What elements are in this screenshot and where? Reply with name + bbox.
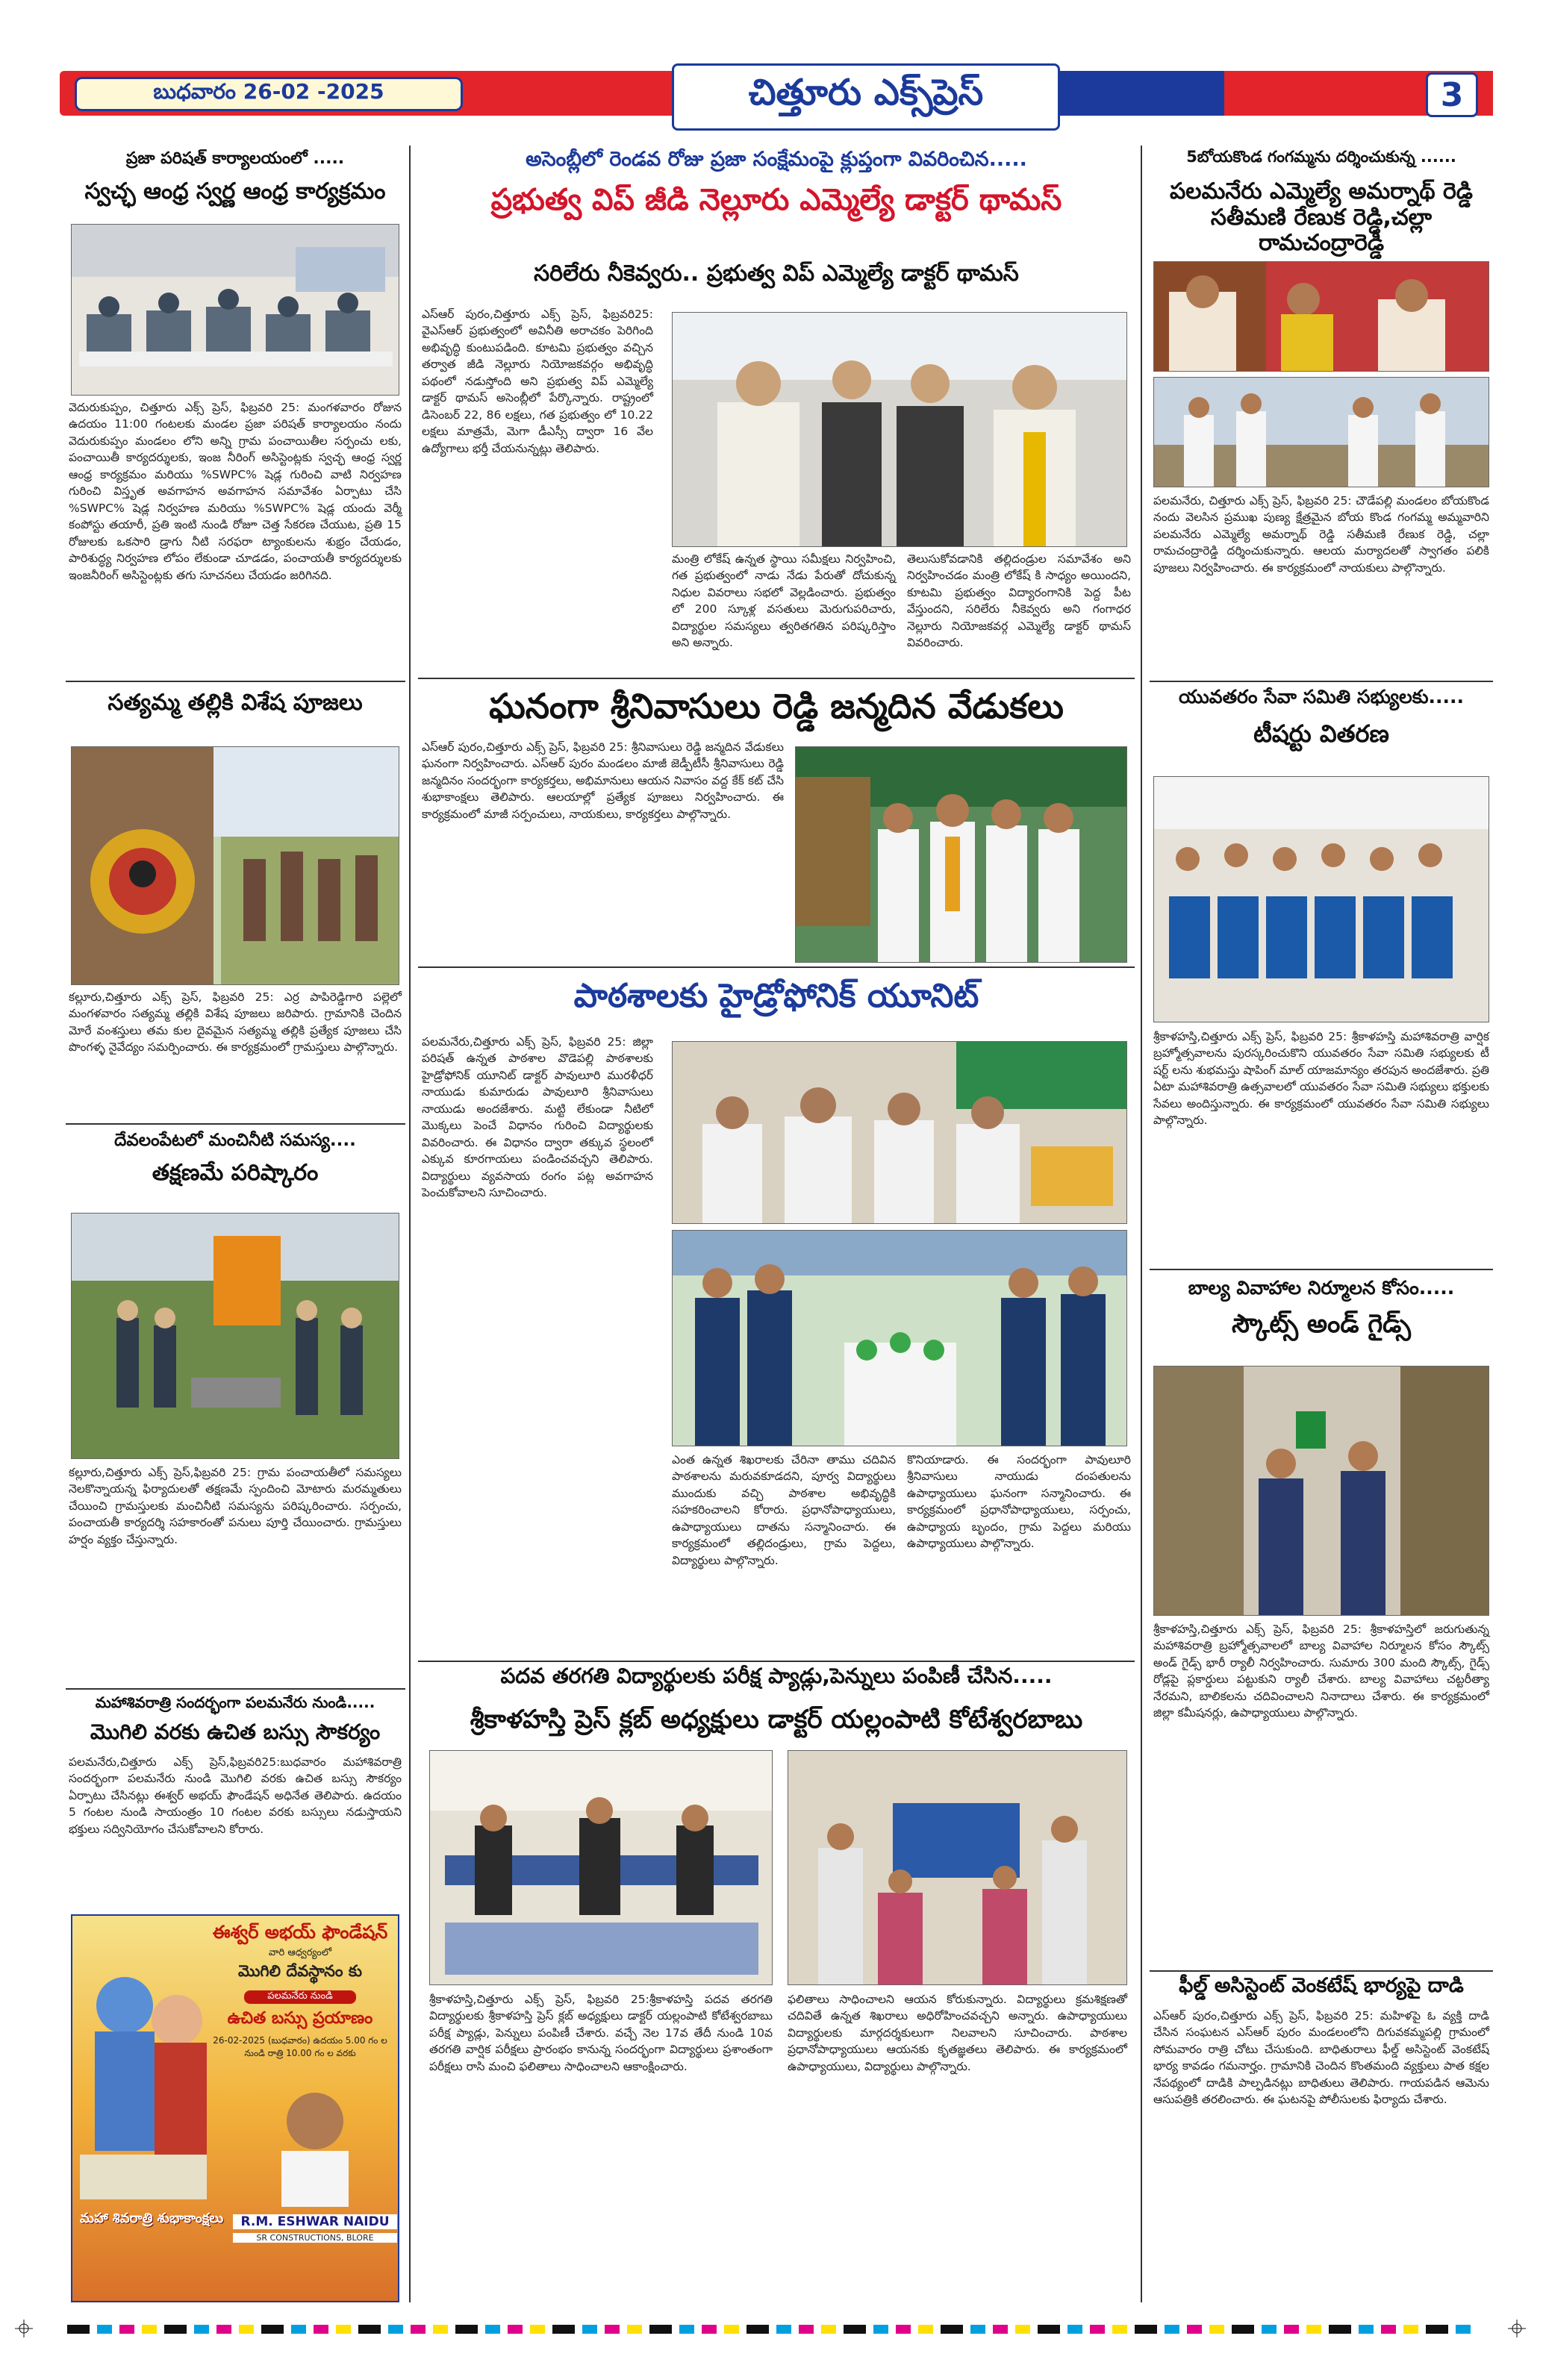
center-b1-body-mid: మంత్రి లోకేష్ ఉన్నత స్థాయి సమీక్షలు నిర్వహించి, గత ప్రభుత్వంలో నాడు నేడు పేరుతో దోచుకున్న నిధుల వివరాలు సభలో వెల్లడించారు. ప్రభుత్వం లో 200 స్కూళ్ల వసతులు మెరుగుపరిచారు, విద్యార్థుల సమస్యలు త్వరితగతిన పరిష్కరిస్తాం అని అన్నారు. (672, 552, 896, 650)
temple-pooja-image (72, 747, 399, 985)
meeting-photo-image (72, 225, 399, 396)
ad-sponsor-name: R.M. ESHWAR NAIDU (233, 2214, 397, 2229)
water-problem-photo (71, 1213, 399, 1459)
center-b3-body-right: కొనియాడారు. ఈ సందర్భంగా పావులూరి శ్రీనివాసులు నాయుడు దంపతులను ఉపాధ్యాయులు ఘనంగా సన్మానించారు. ఈ కార్యక్రమంలో ప్రధానోపాధ్యాయులు, సర్పంచు, ఉపాధ్యాయ బృందం, గ్రామ పెద్దలు మరియు ఉపాధ్యాయులు పాల్గొన్నారు. (907, 1453, 1131, 1551)
temple-pooja-photo (71, 746, 399, 985)
left-a3-kicker: దేవలంపేటలో మంచినీటి సమస్య.... (114, 1131, 356, 1150)
right-c4-title: ఫీల్డ్ అసిస్టెంట్ వెంకటేష్ భార్యపై దాడి (1179, 1974, 1464, 1997)
mla-meeting-photo (672, 312, 1127, 547)
hydroponic-unit-photo (672, 1230, 1127, 1446)
ad-from: పలమనేరు నుండి (244, 1990, 356, 2004)
scouts-rally-image (1154, 1367, 1489, 1616)
left-a1-title: స్వచ్ఛ ఆంధ్ర స్వర్ణ ఆంధ్ర కార్యక్రమం (84, 178, 386, 204)
left-a1-body: వెదురుకుప్పం, చిత్తూరు ఎక్స్ ప్రెస్, ఫిబ్రవరి 25: మంగళవారం రోజున ఉదయం 11:00 గంటలకు మండల ప్రజా పరిషత్ కార్యాలయం నందు వెదురుకుప్పం మండలం లోని అన్ని గ్రామ పంచాయితీల సర్పంచు లకు, పంచాయితీ కార్యదర్శులకు, ఇంజ నీరింగ్ అసిస్టెంట్లకు స్వచ్ఛ ఆంధ్ర స్వర్ణ ఆంధ్ర కార్యక్రమం మరియు %SWPC% షెడ్ల గురించి వాటి నిర్వహణ గురించి విస్తృత అవగాహన అవగాహన సమావేశం ఏర్పాటు చేసి %SWPC% షెడ్ల నిర్వహణ మరియు %SWPC% షెడ్ల యందు వెర్మీ కంపోస్టు తయారీ, ప్రతి ఇంటి నుండి రోజూ చెత్త సేకరణ చేయుట, ప్రతి 15 రోజులకు ఒకసారి డ్రాగు నీటి సరఫరా ట్యాంకులను శుభ్రం చేయడం, పారిశుద్ధ్య నిర్వహణ లోపం లేకుండా చూడడం, పంచాయతీ కార్యదర్శులకు ఇంజనీరింగ్ అసిస్టెంట్లకు తగు సూచనలు చేయడం జరిగినది. (69, 401, 402, 582)
sponsor-portrait (266, 2080, 364, 2207)
ad-foundation-name: ఈశ్వర్ అభయ్ ఫౌండేషన్ (212, 1922, 388, 1943)
center-b4-body-left: శ్రీకాళహస్తి,చిత్తూరు ఎక్స్ ప్రెస్, ఫిబ్రవరి 25:శ్రీకాళహస్తి పదవ తరగతి విద్యార్థులకు శ్రీకాళహస్తి ప్రెస్ క్లబ్ అధ్యక్షులు డాక్టర్ యల్లంపాటి కోటేశ్వరబాబు పరీక్ష ప్యాడ్లు, పెన్నులు పంపిణీ చేశారు. వచ్చే నెల 17వ తేదీ నుండి 10వ తరగతి వార్షిక పరీక్షలు ప్రారంభం కానున్న సందర్భంగా విద్యార్థులు ప్రశాంతంగా పరీక్షలు రాసి మంచి ఫలితాలు సాధించాలని ఆకాంక్షించారు. (429, 1993, 773, 2073)
center-b3-body-left: పలమనేరు,చిత్తూరు ఎక్స్ ప్రెస్, ఫిబ్రవరి 25: జిల్లా పరిషత్ ఉన్నత పాఠశాల వొడెపల్లి పాఠశాలకు హైడ్రోఫోనిక్ యూనిట్ డాక్టర్ పావులూరి మురళీధర్ నాయుడు కుమారుడు పావులూరి శ్రీనివాసులు నాయుడు అందజేశారు. మట్టి లేకుండా నీటిలో మొక్కలు పెంచే విధానం గురించి విద్యార్థులకు వివరించారు. ఈ విధానం ద్వారా తక్కువ స్థలంలో ఎక్కువ కూరగాయలు పండించవచ్చని తెలిపారు. విద్యార్థులు వ్యవసాయ రంగం పట్ల అవగాహన పెంచుకోవాలని సూచించారు. (422, 1035, 653, 1200)
right-c4-body: ఎస్ఆర్ పురం,చిత్తూరు ఎక్స్ ప్రెస్, ఫిబ్రవరి 25: మహిళపై ఓ వ్యక్తి దాడి చేసిన సంఘటన ఎస్ఆర్ పురం మండలంలోని దిగువకమ్మపల్లి గ్రామంలో సోమవారం రాత్రి చోటు చేసుకుంది. బాధితురాలు ఫీల్డ్ అసిస్టెంట్ వెంకటేష్ భార్య కావడం గమనార్హం. గ్రామానికి చెందిన కొంతమంది వ్యక్తులు పాత కక్షల నేపథ్యంలో దాడికి పాల్పడినట్లు బాధితులు తెలిపారు. గాయపడిన ఆమెను ఆసుపత్రికి తరలించారు. ఈ ఘటనపై పోలీసులకు ఫిర్యాదు చేశారు. (1153, 2009, 1489, 2107)
center-b1-kicker: అసెంబ్లీలో రెండవ రోజు ప్రజా సంక్షేమంపై క్లుప్తంగా వివరించిన..... (526, 148, 1027, 171)
right-divider-1 (1150, 681, 1493, 682)
water-problem-image (72, 1214, 399, 1459)
right-c1-body: పలమనేరు, చిత్తూరు ఎక్స్ ప్రెస్, ఫిబ్రవరి 25: చౌడేపల్లి మండలం బోయకొండ నందు వెలసిన ప్రముఖ పుణ్య క్షేత్రమైన బోయ కొండ గంగమ్మ అమ్మవారిని పలమనేరు ఎమ్మెల్యే అమర్నాథ్ రెడ్డి సతీమణి రేణుక రెడ్డి, చల్లా రామచంద్రారెడ్డి దర్శించుకున్నారు. ఆలయ మర్యాదలతో స్వాగతం పలికి పూజలు నిర్వహించారు. ఈ కార్యక్రమంలో నాయకులు పాల్గొన్నారు. (1153, 494, 1489, 575)
right-c2-kicker: యువతరం సేవా సమితి సభ్యులకు..... (1179, 686, 1464, 708)
hydroponic-felicitation-image (673, 1042, 1127, 1224)
masthead (60, 63, 1493, 146)
right-c2-title: టీషర్టు వితరణ (1253, 719, 1389, 748)
hydroponic-felicitation-photo (672, 1041, 1127, 1224)
issue-date: బుధవారం 26-02 -2025 (75, 77, 463, 111)
right-c3-title: స్కౌట్స్ అండ్ గైడ్స్ (1232, 1309, 1411, 1339)
center-b3-body-mid: ఎంత ఉన్నత శిఖరాలకు చేరినా తాము చదివిన పాఠశాలను మరువకూడదని, పూర్వ విద్యార్థులు ముందుకు వచ్చి పాఠశాల అభివృద్ధికి సహకరించాలని కోరారు. ప్రధానోపాధ్యాయులు, ఉపాధ్యాయులు దాతను సన్మానించారు. ఈ కార్యక్రమంలో తల్లిదండ్రులు, గ్రామ పెద్దలు, విద్యార్థులు పాల్గొన్నారు. (672, 1453, 896, 1567)
left-divider-1 (66, 681, 405, 682)
center-b1-body-left: ఎస్ఆర్ పురం,చిత్తూరు ఎక్స్ ప్రెస్, ఫిబ్రవరి25: వైఎస్ఆర్ ప్రభుత్వంలో అవినీతి అరాచకం పెరిగింది అభివృద్ధి కుంటుపడింది. కూటమి ప్రభుత్వం వచ్చిన తర్వాత జీడి నెల్లూరు నియోజకవర్గం అభివృద్ధి పథంలో నడుస్తోంది అని ప్రభుత్వ విప్ ఎమ్మెల్యే డాక్టర్ థామస్ అసెంబ్లీలో పేర్కొన్నారు. రాష్ట్రంలో డిసెంబర్ 22, 86 లక్షలు, గత ప్రభుత్వం లో 10.22 లక్షలు మాత్రమే, మెగా డీఎస్సీ ద్వారా 16 వేల ఉద్యోగాలు భర్తీ చేయనున్నట్లు తెలిపారు. (422, 307, 653, 455)
ad-by-line: వారి ఆధ్వర్యంలో (268, 1947, 332, 1958)
left-a4-kicker: మహాశివరాత్రి సందర్భంగా పలమనేరు నుండి..... (95, 1693, 375, 1711)
ad-timing: 26-02-2025 (బుధవారం) ఉదయం 5.00 గం ల నుండి రాత్రి 10.00 గం ల వరకు (213, 2035, 387, 2058)
center-b1-body-right: తెలుసుకోవడానికి తల్లిదండ్రుల సమావేశం అని నిర్వహించడం మంత్రి లోకేష్ కి సాధ్యం అయిందని, కూటమి ప్రభుత్వం విద్యారంగానికి పెద్ద పీట వేస్తుందని, సరిలేరు నీకెవ్వరు అని గంగాధర నెల్లూరు నియోజకవర్గ ఎమ్మెల్యే డాక్టర్ థామస్ వివరించారు. (907, 552, 1131, 650)
column-divider-right (1141, 146, 1142, 2302)
paper-name-logo: చిత్తూరు ఎక్స్‌ప్రెస్ (672, 63, 1060, 131)
classroom-distribution-photo-1 (429, 1750, 773, 1985)
crop-mark-right (1508, 2320, 1526, 2337)
left-a2-title: సత్యమ్మ తల్లికి విశేష పూజలు (107, 690, 363, 716)
temple-visit-photo-2 (1153, 377, 1489, 487)
right-c1-kicker: 5బోయకొండ గంగమ్మను దర్శించుకున్న ...... (1186, 148, 1456, 166)
center-divider-2 (418, 966, 1135, 968)
left-divider-2 (66, 1123, 405, 1125)
ad-sponsor-role: SR CONSTRUCTIONS, BLORE (233, 2233, 397, 2243)
ad-temple: మొగిలి దేవస్థానం కు (237, 1962, 363, 1980)
tshirt-distribution-photo (1153, 776, 1489, 1022)
tshirt-distribution-image (1154, 777, 1489, 1022)
hydroponic-unit-image (673, 1231, 1127, 1446)
classroom-distribution-photo-2 (788, 1750, 1127, 1985)
center-divider-3 (418, 1661, 1135, 1662)
left-a2-body: కల్లూరు,చిత్తూరు ఎక్స్ ప్రెస్, ఫిబ్రవరి 25: ఎర్ర పాపిరెడ్డిగారి పల్లెలో మంగళవారం సత్యమ్మ తల్లికి విశేష పూజలు జరిపారు. గ్రామానికి చెందిన మోరే వంశస్తులు తమ కుల దైవమైన సత్యమ్మ తల్లికి ప్రత్యేక పూజలు చేసి పొంగళ్ళ నైవేద్యం సమర్పించారు. ఈ కార్యక్రమంలో గ్రామస్తులు పాల్గొన్నారు. (69, 990, 402, 1055)
left-a4-body: పలమనేరు,చిత్తూరు ఎక్స్ ప్రెస్,ఫిబ్రవరి25:బుధవారం మహాశివరాత్రి సందర్భంగా పలమనేరు నుండి మొగిలి వరకు ఉచిత బస్సు సౌకర్యం ఏర్పాటు చేసినట్లు ఈశ్వర్ అభయ్ ఫౌండేషన్ అధినేత తెలిపారు. ఉదయం 5 గంటల నుండి సాయంత్రం 10 గంటల వరకు బస్సులు నడుస్తాయని భక్తులు సద్వినియోగం చేసుకోవాలని కోరారు. (69, 1755, 402, 1836)
temple-visit-image-2 (1154, 378, 1489, 487)
color-registration-strip (67, 2325, 1471, 2334)
center-b1-subtitle: సరిలేరు నీకెవ్వరు.. ప్రభుత్వ విప్ ఎమ్మెల్యే డాక్టర్ థామస్ (534, 260, 1019, 287)
right-c2-body: శ్రీకాళహస్తి,చిత్తూరు ఎక్స్ ప్రెస్, ఫిబ్రవరి 25: శ్రీకాళహస్తి మహాశివరాత్రి వార్షిక బ్రహ్మోత్సవాలను పురస్కరించుకొని యువతరం సేవా సమితి సభ్యులకు టీ షర్ట్ లను శుభమస్తు షాపింగ్ మాల్ యాజమాన్యం తరపున అందజేశారు. ప్రతి ఏటా మహాశివరాత్రి ఉత్సవాలలో యువతరం సేవా సమితి సభ్యులు భక్తులకు సేవలు అందిస్తున్నారు. ఈ కార్యక్రమంలో యువతరం సేవా సమితి సభ్యులు పాల్గొన్నారు. (1153, 1030, 1489, 1128)
center-b2-title: ఘనంగా శ్రీనివాసులు రెడ్డి జన్మదిన వేడుకలు (489, 686, 1064, 726)
right-divider-3 (1150, 1970, 1493, 1972)
ad-offer: ఉచిత బస్సు ప్రయాణం (227, 2009, 373, 2028)
birthday-celebration-image (796, 747, 1127, 963)
temple-visit-image-1 (1154, 262, 1489, 372)
page-number: 3 (1426, 72, 1478, 117)
left-a3-body: కల్లూరు,చిత్తూరు ఎక్స్ ప్రెస్,ఫిబ్రవరి 25: గ్రామ పంచాయతీలో సమస్యలు నెలకొన్నాయన్న ఫిర్యాదులతో తక్షణమే స్పందించి మోటారు మరమ్మతులు చేయించి గ్రామస్తులకు మంచినీటి సమస్యను పరిష్కరించారు. సర్పంచు, పంచాయతీ కార్యదర్శి సహకారంతో పనులు పూర్తి చేయించారు. గ్రామస్తులు హర్షం వ్యక్తం చేస్తున్నారు. (69, 1466, 402, 1546)
left-a1-kicker: ప్రజా పరిషత్ కార్యాలయంలో ..... (125, 149, 345, 168)
center-b4-title: శ్రీకాళహస్తి ప్రెస్ క్లబ్ అధ్యక్షులు డాక్టర్ యల్లంపాటి కోటేశ్వరబాబు (470, 1705, 1083, 1734)
temple-visit-photo-1 (1153, 261, 1489, 372)
column-divider-left (409, 146, 411, 2302)
left-a3-title: తక్షణమే పరిష్కారం (152, 1160, 319, 1186)
shiva-parvati-illustration (72, 1961, 214, 2207)
classroom-distribution-image-2 (788, 1751, 1127, 1985)
left-a4-title: మొగిలి వరకు ఉచిత బస్సు సౌకర్యం (90, 1720, 381, 1744)
scouts-rally-photo (1153, 1366, 1489, 1616)
birthday-celebration-photo (795, 746, 1127, 963)
crop-mark-left (15, 2320, 33, 2337)
mla-meeting-image (673, 313, 1127, 547)
center-b2-body: ఎస్ఆర్ పురం,చిత్తూరు ఎక్స్ ప్రెస్, ఫిబ్రవరి 25: శ్రీనివాసులు రెడ్డి జన్మదిన వేడుకలు ఘనంగా నిర్వహించారు. ఎస్ఆర్ పురం మండలం మాజీ జెడ్పీటీసీ శ్రీనివాసులు రెడ్డి జన్మదినం సందర్భంగా కార్యకర్తలు, అభిమానులు ఆయన నివాసం వద్ద కేక్ కట్ చేసి శుభాకాంక్షలు తెలిపారు. ఆలయాల్లో ప్రత్యేక పూజలు నిర్వహించారు. ఈ కార్యక్రమంలో మాజీ సర్పంచులు, నాయకులు, కార్యకర్తలు పాల్గొన్నారు. (422, 740, 784, 821)
right-divider-2 (1150, 1269, 1493, 1270)
right-c1-title: పలమనేరు ఎమ్మెల్యే అమర్నాథ్ రెడ్డి సతీమణి రేణుక రెడ్డి,చల్లా రామచంద్రారెడ్డి (1169, 178, 1474, 256)
ad-festival-greeting: మహా శివరాత్రి శుభాకాంక్షలు (80, 2211, 224, 2226)
meeting-photo (71, 224, 399, 396)
right-c3-kicker: బాల్య వివాహాల నిర్మూలన కోసం..... (1188, 1277, 1455, 1299)
center-b3-title: పాఠశాలకు హైడ్రోఫోనిక్ యూనిట్ (573, 977, 979, 1015)
right-c3-body: శ్రీకాళహస్తి,చిత్తూరు ఎక్స్ ప్రెస్, ఫిబ్రవరి 25: శ్రీకాళహస్తిలో జరుగుతున్న మహాశివరాత్రి బ్రహ్మోత్సవాలలో బాల్య వివాహాల నిర్మూలన కోసం స్కౌట్స్ అండ్ గైడ్స్ భారీ ర్యాలీ నిర్వహించారు. సుమారు 300 మంది స్కౌట్స్, గైడ్స్ రోడ్లపై ప్లకార్డులు పట్టుకుని ర్యాలీ చేశారు. బాల్య వివాహాలు చట్టరీత్యా నేరమని, బాలికలను చదివించాలని నినాదాలు చేశారు. ఈ కార్యక్రమంలో జిల్లా కమీషనర్లు, ఉపాధ్యాయులు పాల్గొన్నారు. (1153, 1622, 1489, 1720)
center-b4-kicker: పదవ తరగతి విద్యార్థులకు పరీక్ష ప్యాడ్లు,పెన్నులు పంపిణీ చేసిన..... (500, 1664, 1053, 1688)
classroom-distribution-image-1 (430, 1751, 773, 1985)
left-divider-3 (66, 1688, 405, 1690)
center-divider-1 (418, 678, 1135, 679)
bus-service-advertisement (71, 1914, 399, 2302)
center-b4-body-mid: ఫలితాలు సాధించాలని ఆయన కోరుకున్నారు. విద్యార్థులు క్రమశిక్షణతో చదివితే ఉన్నత శిఖరాలు అధిరోహించవచ్చని అన్నారు. ఉపాధ్యాయులు విద్యార్థులకు మార్గదర్శకులుగా నిలవాలని సూచించారు. పాఠశాల ప్రధానోపాధ్యాయులు ఆయనకు కృతజ్ఞతలు తెలిపారు. ఈ కార్యక్రమంలో ఉపాధ్యాయులు, విద్యార్థులు పాల్గొన్నారు. (788, 1993, 1127, 2073)
center-b1-title: ప్రభుత్వ విప్ జీడి నెల్లూరు ఎమ్మెల్యే డాక్టర్ థామస్ (490, 183, 1062, 217)
